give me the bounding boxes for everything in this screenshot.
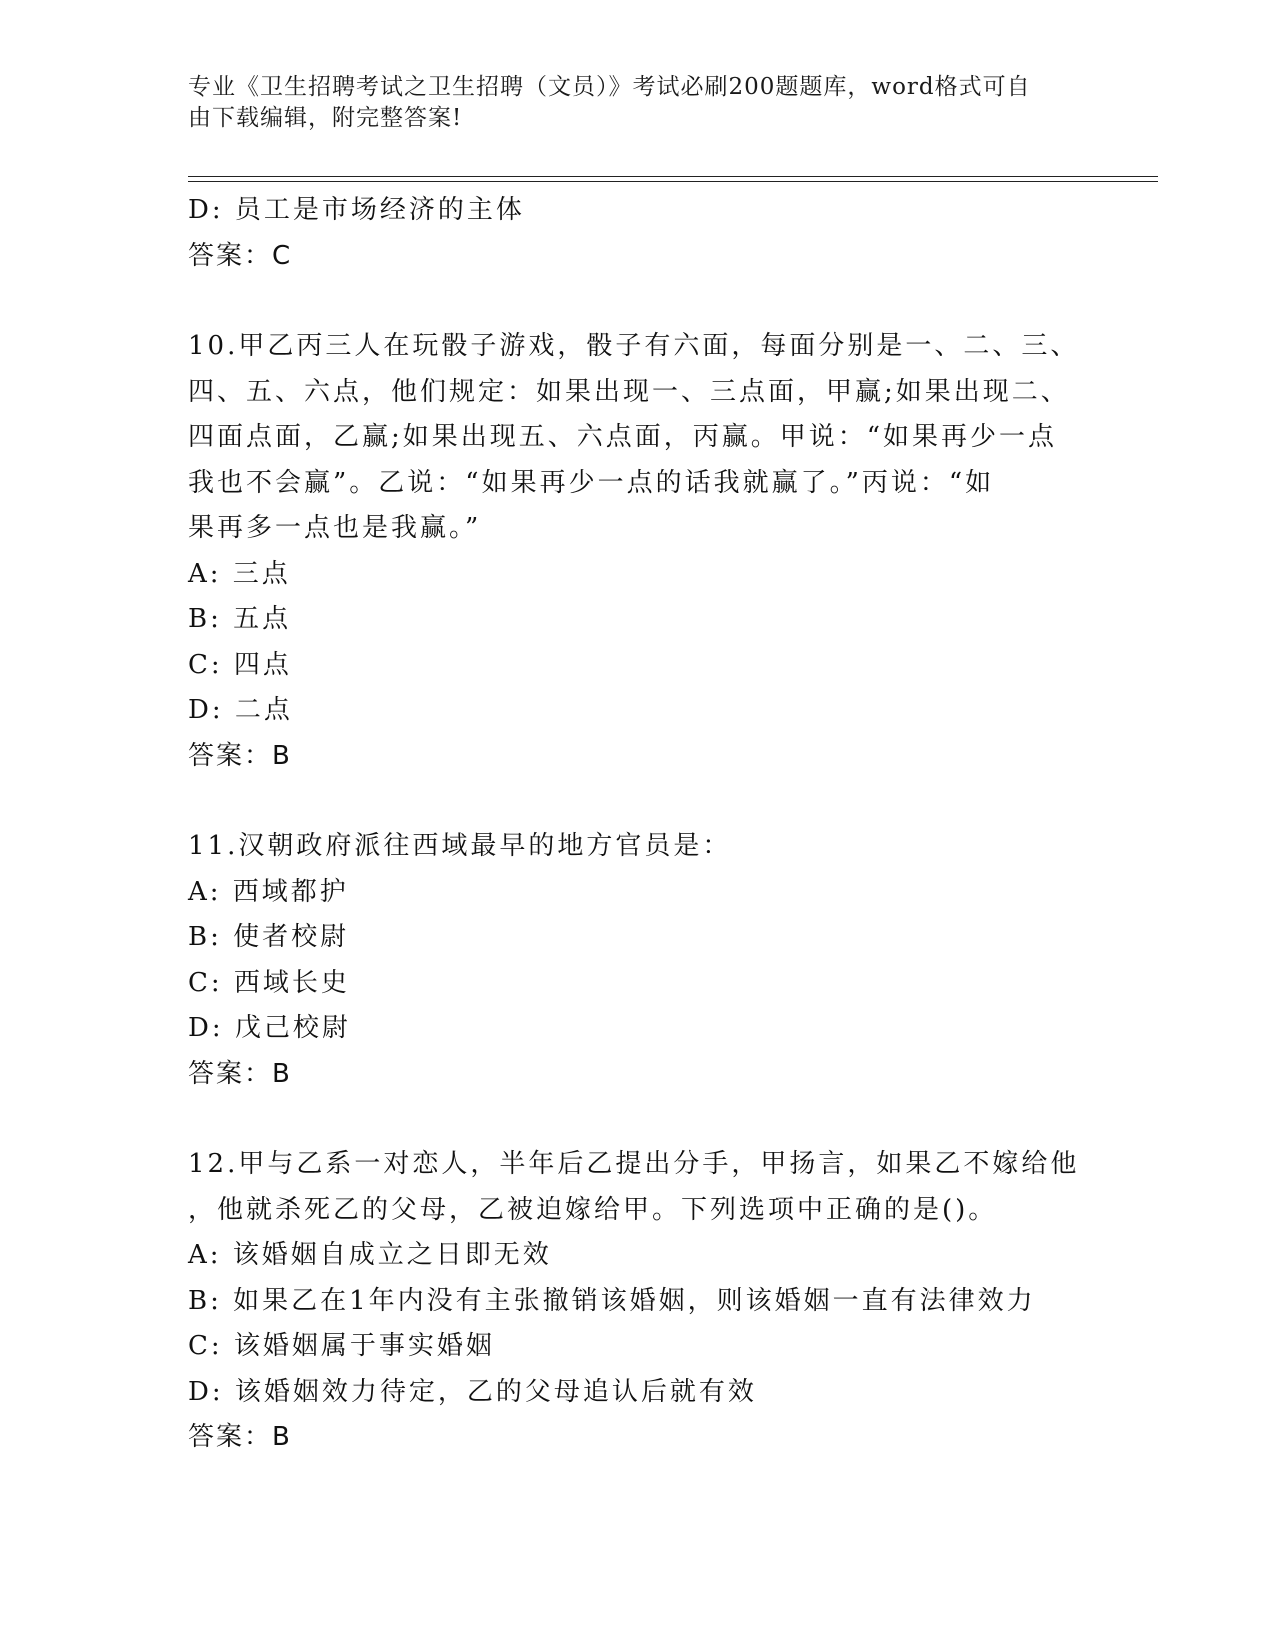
option-d: D: 戊己校尉 [188,1013,351,1043]
option-a: A: 三点 [188,558,291,589]
document-body [188,188,1088,1461]
header-rule-top [188,176,1158,177]
option-c: C: 该婚姻属于事实婚姻 [188,1331,495,1361]
document-header [188,72,1088,134]
option-a: A: 西域都护 [188,876,349,907]
question-stem-line: 12.甲与乙系一对恋人，半年后乙提出分手，甲扬言，如果乙不嫁给他 [188,1149,1080,1179]
question-stem-line: ，他就杀死乙的父母，乙被迫嫁给甲。下列选项中正确的是()。 [188,1194,998,1225]
question-9-tail [188,188,1088,279]
header-line-2: 由下载编辑，附完整答案! [188,105,463,131]
answer: 答案：B [188,740,292,771]
question-stem-line: 我也不会赢”。乙说：“如果再少一点的话我就赢了。”丙说：“如 [188,467,995,498]
question-stem-line: 11.汉朝政府派往西域最早的地方官员是： [188,831,732,861]
option-c: C: 西域长史 [188,967,350,998]
option-b: B: 使者校尉 [188,922,350,952]
header-line-1: 专业《卫生招聘考试之卫生招聘（文员）》考试必刷200题题库，word格式可自 [188,74,1031,100]
option-d: D: 二点 [188,695,293,725]
question-stem-line: 四面点面，乙赢;如果出现五、六点面，丙赢。甲说：“如果再少一点 [188,422,1058,452]
answer: 答案：C [188,240,293,271]
option-c: C: 四点 [188,649,292,680]
option-d: D: 员工是市场经济的主体 [188,195,525,225]
option-d: D: 该婚姻效力待定，乙的父母追认后就有效 [188,1376,757,1407]
header-rule-bottom [188,181,1158,182]
option-b: B: 五点 [188,604,292,634]
question-stem-line: 四、五、六点，他们规定：如果出现一、三点面，甲赢;如果出现二、 [188,376,1070,407]
question-stem-line: 10.甲乙丙三人在玩骰子游戏，骰子有六面，每面分别是一、二、三、 [188,331,1080,361]
question-11 [188,824,1088,1097]
question-10 [188,324,1088,779]
spacer [188,779,1088,824]
spacer [188,279,1088,324]
answer: 答案：B [188,1422,292,1452]
answer: 答案：B [188,1058,292,1089]
question-stem-line: 果再多一点也是我赢。” [188,513,482,543]
spacer [188,1097,1088,1142]
question-12 [188,1142,1088,1461]
option-a: A: 该婚姻自成立之日即无效 [188,1240,552,1270]
option-b: B: 如果乙在1年内没有主张撤销该婚姻，则该婚姻一直有法律效力 [188,1285,1036,1316]
